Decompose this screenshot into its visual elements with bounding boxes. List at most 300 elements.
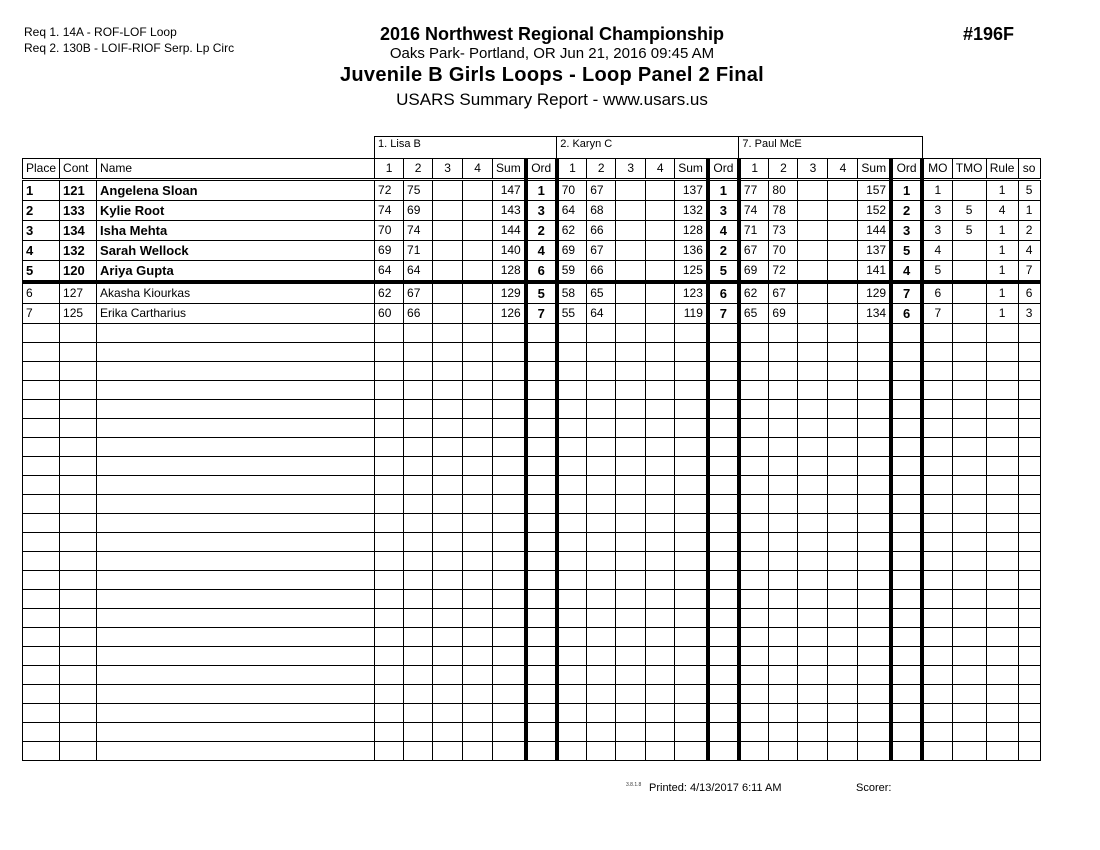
judge-1-score-3: [433, 304, 463, 324]
empty-cell: [60, 628, 97, 647]
empty-cell: [557, 647, 587, 666]
empty-cell: [60, 647, 97, 666]
empty-cell: [557, 609, 587, 628]
empty-cell: [769, 324, 798, 343]
empty-cell: [493, 685, 526, 704]
empty-cell: [404, 742, 433, 761]
rule-cell: 4: [986, 201, 1018, 221]
empty-cell: [587, 533, 616, 552]
empty-cell: [404, 457, 433, 476]
empty-cell: [952, 362, 986, 381]
empty-row: [23, 457, 1041, 476]
empty-cell: [986, 647, 1018, 666]
empty-cell: [1018, 343, 1040, 362]
empty-cell: [557, 343, 587, 362]
empty-cell: [375, 362, 404, 381]
empty-cell: [891, 343, 922, 362]
so-cell: 2: [1018, 221, 1040, 241]
skater-name-cell: Kylie Root: [97, 201, 375, 221]
empty-cell: [1018, 457, 1040, 476]
empty-cell: [739, 666, 769, 685]
empty-cell: [97, 438, 375, 457]
judge-3-score-1: 77: [739, 180, 769, 201]
empty-cell: [557, 438, 587, 457]
empty-cell: [557, 552, 587, 571]
judge-3-score-1: 74: [739, 201, 769, 221]
empty-cell: [404, 590, 433, 609]
empty-cell: [739, 324, 769, 343]
empty-cell: [798, 647, 828, 666]
empty-cell: [891, 495, 922, 514]
empty-cell: [616, 324, 646, 343]
judge-3-sum: 137: [858, 241, 891, 261]
empty-cell: [1018, 533, 1040, 552]
empty-cell: [739, 438, 769, 457]
empty-cell: [769, 381, 798, 400]
empty-cell: [526, 628, 557, 647]
empty-row: [23, 495, 1041, 514]
empty-cell: [404, 666, 433, 685]
empty-cell: [97, 381, 375, 400]
empty-cell: [952, 514, 986, 533]
judge-3-score-1: 62: [739, 282, 769, 304]
empty-cell: [1018, 438, 1040, 457]
empty-cell: [675, 514, 708, 533]
empty-cell: [404, 343, 433, 362]
empty-cell: [23, 324, 60, 343]
empty-cell: [1018, 419, 1040, 438]
empty-cell: [708, 609, 739, 628]
judge-3-score-3: [798, 241, 828, 261]
empty-cell: [587, 400, 616, 419]
empty-cell: [952, 324, 986, 343]
judge-1-ordinal: 7: [526, 304, 557, 324]
empty-cell: [798, 571, 828, 590]
empty-cell: [646, 533, 675, 552]
empty-cell: [587, 362, 616, 381]
empty-cell: [891, 438, 922, 457]
empty-cell: [675, 609, 708, 628]
empty-cell: [798, 495, 828, 514]
empty-row: [23, 723, 1041, 742]
empty-cell: [675, 495, 708, 514]
empty-cell: [493, 495, 526, 514]
empty-cell: [1018, 476, 1040, 495]
col-header-j2-sum: Sum: [675, 159, 708, 180]
empty-cell: [463, 324, 493, 343]
empty-cell: [708, 495, 739, 514]
empty-cell: [891, 362, 922, 381]
empty-cell: [493, 514, 526, 533]
empty-cell: [557, 362, 587, 381]
empty-cell: [798, 362, 828, 381]
col-header-tmo: TMO: [952, 159, 986, 180]
empty-cell: [616, 628, 646, 647]
empty-cell: [828, 381, 858, 400]
empty-cell: [463, 723, 493, 742]
empty-cell: [922, 647, 952, 666]
empty-cell: [493, 742, 526, 761]
empty-cell: [739, 362, 769, 381]
empty-cell: [922, 571, 952, 590]
empty-cell: [986, 495, 1018, 514]
empty-cell: [739, 590, 769, 609]
empty-cell: [463, 571, 493, 590]
empty-cell: [708, 666, 739, 685]
empty-cell: [463, 495, 493, 514]
empty-cell: [493, 400, 526, 419]
empty-cell: [60, 704, 97, 723]
judge-3-score-4: [828, 304, 858, 324]
empty-cell: [557, 419, 587, 438]
empty-cell: [646, 362, 675, 381]
empty-cell: [798, 381, 828, 400]
empty-cell: [526, 571, 557, 590]
judge-2-ordinal: 7: [708, 304, 739, 324]
judge-3-score-2: 67: [769, 282, 798, 304]
judge-3-score-4: [828, 282, 858, 304]
empty-cell: [646, 381, 675, 400]
empty-cell: [739, 533, 769, 552]
empty-cell: [616, 571, 646, 590]
empty-cell: [616, 362, 646, 381]
empty-cell: [23, 666, 60, 685]
judge-3-score-2: 80: [769, 180, 798, 201]
judge-1-score-1: 74: [375, 201, 404, 221]
empty-cell: [587, 685, 616, 704]
judge-3-score-2: 73: [769, 221, 798, 241]
judge-1-score-4: [463, 201, 493, 221]
empty-cell: [675, 362, 708, 381]
empty-cell: [587, 609, 616, 628]
empty-cell: [891, 476, 922, 495]
judge-3-sum: 129: [858, 282, 891, 304]
place-cell: 6: [23, 282, 60, 304]
empty-cell: [828, 343, 858, 362]
empty-cell: [769, 533, 798, 552]
empty-cell: [60, 324, 97, 343]
empty-cell: [675, 704, 708, 723]
judge-2-sum: 128: [675, 221, 708, 241]
empty-cell: [646, 552, 675, 571]
empty-cell: [922, 552, 952, 571]
empty-cell: [986, 438, 1018, 457]
judge-2-ordinal: 4: [708, 221, 739, 241]
empty-cell: [463, 704, 493, 723]
empty-cell: [433, 362, 463, 381]
judge-1-score-2: 75: [404, 180, 433, 201]
empty-cell: [433, 457, 463, 476]
empty-cell: [433, 685, 463, 704]
empty-cell: [375, 476, 404, 495]
empty-cell: [952, 742, 986, 761]
empty-cell: [891, 400, 922, 419]
rule-cell: 1: [986, 304, 1018, 324]
empty-cell: [463, 685, 493, 704]
empty-cell: [891, 514, 922, 533]
judge-2-score-2: 64: [587, 304, 616, 324]
empty-cell: [739, 343, 769, 362]
empty-cell: [463, 438, 493, 457]
empty-cell: [97, 685, 375, 704]
empty-cell: [891, 647, 922, 666]
judge-2-score-4: [646, 180, 675, 201]
empty-cell: [23, 647, 60, 666]
empty-cell: [616, 400, 646, 419]
empty-cell: [60, 685, 97, 704]
empty-cell: [587, 552, 616, 571]
empty-cell: [828, 685, 858, 704]
judge-1-score-1: 62: [375, 282, 404, 304]
judge-1-ordinal: 3: [526, 201, 557, 221]
empty-cell: [858, 609, 891, 628]
empty-cell: [922, 514, 952, 533]
empty-cell: [404, 438, 433, 457]
report-subtitle: USARS Summary Report - www.usars.us: [396, 90, 708, 109]
empty-cell: [708, 419, 739, 438]
empty-row: [23, 628, 1041, 647]
empty-cell: [493, 628, 526, 647]
empty-cell: [23, 552, 60, 571]
empty-row: [23, 514, 1041, 533]
empty-cell: [404, 514, 433, 533]
empty-cell: [493, 362, 526, 381]
empty-cell: [675, 723, 708, 742]
empty-cell: [952, 609, 986, 628]
judge-3-sum: 144: [858, 221, 891, 241]
empty-cell: [858, 590, 891, 609]
empty-cell: [646, 590, 675, 609]
empty-row: [23, 609, 1041, 628]
col-header-so: so: [1018, 159, 1040, 180]
so-cell: 7: [1018, 261, 1040, 283]
table-row: [23, 304, 1041, 324]
judge-3-ordinal: 4: [891, 261, 922, 283]
empty-cell: [463, 476, 493, 495]
empty-cell: [1018, 571, 1040, 590]
empty-cell: [587, 590, 616, 609]
empty-cell: [798, 343, 828, 362]
judge-2-score-4: [646, 241, 675, 261]
empty-cell: [858, 381, 891, 400]
col-header-j3-score-2: 2: [769, 159, 798, 180]
judge-3-score-2: 69: [769, 304, 798, 324]
empty-cell: [769, 362, 798, 381]
empty-cell: [922, 476, 952, 495]
judge-3-score-3: [798, 180, 828, 201]
empty-cell: [708, 476, 739, 495]
software-version: 3.8.1.8: [626, 782, 642, 788]
empty-cell: [858, 742, 891, 761]
table-row: [23, 282, 1041, 304]
empty-cell: [587, 324, 616, 343]
empty-cell: [97, 419, 375, 438]
empty-cell: [891, 552, 922, 571]
empty-cell: [587, 343, 616, 362]
judge-3-ordinal: 6: [891, 304, 922, 324]
judge-2-score-1: 55: [557, 304, 587, 324]
judge-1-score-2: 71: [404, 241, 433, 261]
judge-3-score-2: 70: [769, 241, 798, 261]
tmo-cell: [952, 180, 986, 201]
empty-cell: [828, 514, 858, 533]
empty-cell: [1018, 495, 1040, 514]
judge-3-score-1: 67: [739, 241, 769, 261]
judge-2-score-2: 66: [587, 221, 616, 241]
tmo-cell: [952, 241, 986, 261]
empty-cell: [986, 590, 1018, 609]
judge-2-score-3: [616, 261, 646, 283]
empty-cell: [769, 647, 798, 666]
empty-cell: [922, 723, 952, 742]
empty-cell: [922, 324, 952, 343]
empty-cell: [675, 533, 708, 552]
col-header-place: Place: [23, 159, 60, 180]
empty-cell: [463, 381, 493, 400]
judge-1-score-4: [463, 261, 493, 283]
empty-cell: [708, 723, 739, 742]
judge-2-score-1: 70: [557, 180, 587, 201]
judge-header-row: [23, 137, 1041, 159]
empty-cell: [952, 666, 986, 685]
empty-cell: [708, 590, 739, 609]
empty-cell: [1018, 628, 1040, 647]
judge-3-score-3: [798, 304, 828, 324]
empty-cell: [739, 381, 769, 400]
empty-cell: [526, 343, 557, 362]
empty-cell: [463, 419, 493, 438]
empty-cell: [433, 628, 463, 647]
judge-3-score-1: 71: [739, 221, 769, 241]
empty-cell: [526, 666, 557, 685]
table-row: [23, 201, 1041, 221]
empty-cell: [986, 457, 1018, 476]
empty-cell: [375, 704, 404, 723]
mo-cell: 1: [922, 180, 952, 201]
empty-cell: [404, 400, 433, 419]
so-cell: 1: [1018, 201, 1040, 221]
judge-2-score-2: 66: [587, 261, 616, 283]
empty-cell: [858, 533, 891, 552]
judge-3-score-3: [798, 261, 828, 283]
empty-cell: [858, 666, 891, 685]
event-title: Juvenile B Girls Loops - Loop Panel 2 Final: [339, 64, 765, 86]
judge-1-score-3: [433, 241, 463, 261]
empty-cell: [986, 476, 1018, 495]
empty-cell: [646, 457, 675, 476]
empty-cell: [60, 438, 97, 457]
empty-cell: [404, 381, 433, 400]
empty-cell: [493, 571, 526, 590]
empty-cell: [23, 343, 60, 362]
empty-cell: [739, 476, 769, 495]
judge-2-score-3: [616, 180, 646, 201]
judge-1-ordinal: 2: [526, 221, 557, 241]
empty-cell: [858, 628, 891, 647]
empty-cell: [97, 514, 375, 533]
empty-cell: [23, 571, 60, 590]
empty-cell: [922, 590, 952, 609]
requirement-2: Req 2. 130B - LOIF-RIOF Serp. Lp Circ: [24, 41, 235, 55]
empty-cell: [404, 476, 433, 495]
empty-cell: [646, 438, 675, 457]
empty-cell: [708, 438, 739, 457]
empty-cell: [526, 647, 557, 666]
empty-cell: [23, 438, 60, 457]
empty-cell: [616, 723, 646, 742]
empty-cell: [616, 514, 646, 533]
empty-cell: [557, 400, 587, 419]
empty-cell: [769, 552, 798, 571]
empty-cell: [23, 590, 60, 609]
empty-cell: [952, 457, 986, 476]
empty-cell: [986, 666, 1018, 685]
empty-cell: [526, 324, 557, 343]
empty-cell: [858, 514, 891, 533]
empty-cell: [952, 571, 986, 590]
place-cell: 7: [23, 304, 60, 324]
empty-cell: [828, 324, 858, 343]
empty-cell: [404, 647, 433, 666]
empty-cell: [986, 400, 1018, 419]
empty-cell: [97, 400, 375, 419]
empty-cell: [463, 514, 493, 533]
empty-cell: [97, 476, 375, 495]
mo-cell: 3: [922, 201, 952, 221]
judge-1-score-2: 64: [404, 261, 433, 283]
empty-cell: [433, 419, 463, 438]
judge-1-score-2: 69: [404, 201, 433, 221]
contestant-number-cell: 134: [60, 221, 97, 241]
col-header-j2-score-1: 1: [557, 159, 587, 180]
empty-cell: [23, 400, 60, 419]
col-header-j1-score-2: 2: [404, 159, 433, 180]
empty-cell: [891, 685, 922, 704]
empty-cell: [1018, 742, 1040, 761]
so-cell: 4: [1018, 241, 1040, 261]
judge-3-score-4: [828, 261, 858, 283]
judge-3-score-4: [828, 180, 858, 201]
empty-cell: [616, 476, 646, 495]
col-header-j3-sum: Sum: [858, 159, 891, 180]
empty-cell: [557, 495, 587, 514]
empty-cell: [952, 533, 986, 552]
col-header-j2-score-4: 4: [646, 159, 675, 180]
col-header-rule: Rule: [986, 159, 1018, 180]
empty-cell: [858, 400, 891, 419]
empty-cell: [891, 590, 922, 609]
empty-cell: [433, 476, 463, 495]
empty-cell: [463, 400, 493, 419]
empty-cell: [952, 419, 986, 438]
judge-2-score-1: 62: [557, 221, 587, 241]
judge-1-score-1: 69: [375, 241, 404, 261]
judge-1-score-4: [463, 180, 493, 201]
scorer-label: Scorer:: [856, 782, 892, 794]
empty-cell: [798, 552, 828, 571]
rule-cell: 1: [986, 261, 1018, 283]
empty-cell: [708, 533, 739, 552]
empty-cell: [557, 742, 587, 761]
empty-cell: [891, 742, 922, 761]
empty-cell: [97, 628, 375, 647]
empty-row: [23, 343, 1041, 362]
empty-cell: [708, 381, 739, 400]
empty-cell: [922, 666, 952, 685]
judge-2-sum: 136: [675, 241, 708, 261]
empty-cell: [986, 571, 1018, 590]
empty-cell: [375, 438, 404, 457]
